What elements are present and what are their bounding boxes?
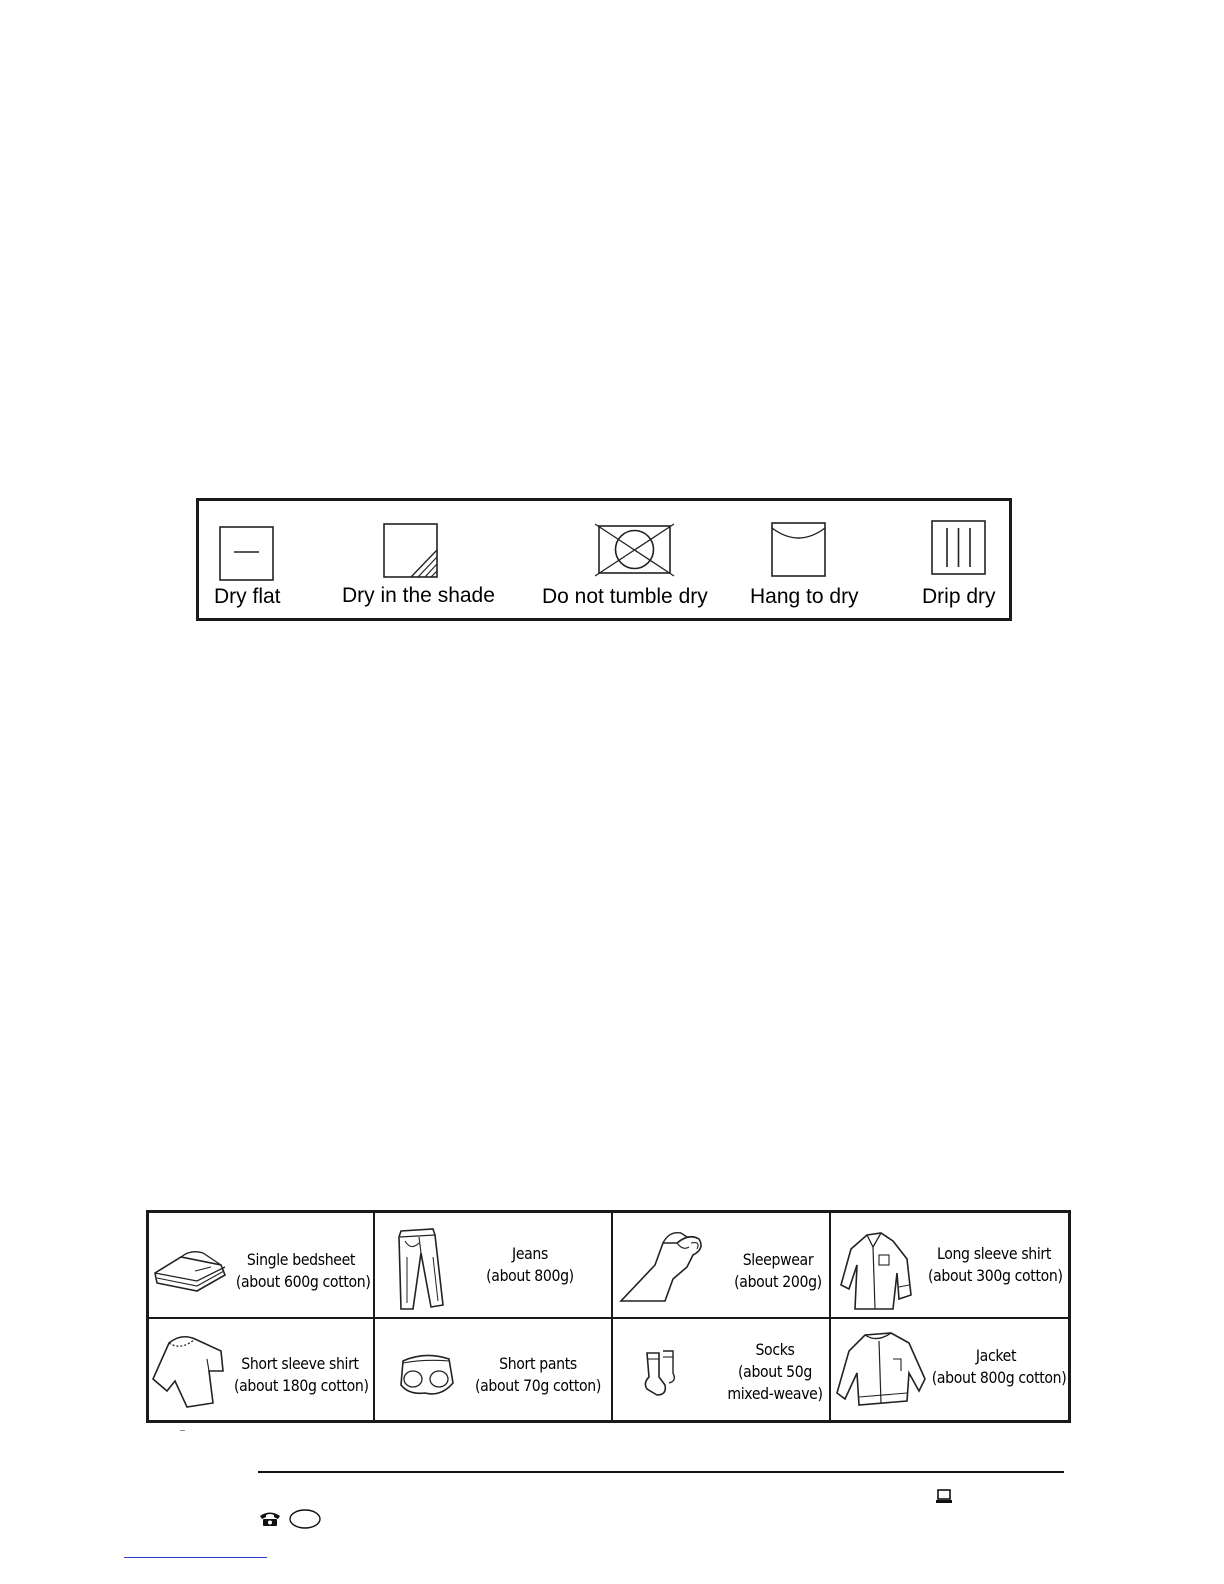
garment-name: Jeans [512,1244,548,1263]
garment-label [713,1339,836,1405]
garment-cell-socks [613,1319,829,1423]
garment-weight: (about 800g cotton) [931,1368,1067,1387]
garment-name: Single bedsheet [246,1250,356,1269]
footer-divider [258,1471,1064,1473]
care-label: Dry flat [214,585,281,608]
garment-weight: (about 800g) [486,1266,574,1285]
garment-label [234,1353,369,1397]
garment-weight-table [146,1210,1071,1423]
garment-cell-short-sleeve-shirt [149,1319,373,1423]
garment-name: Sleepwear [742,1250,814,1269]
garment-weight: (about 180g cotton) [234,1376,369,1395]
garment-cell-sleepwear [613,1213,829,1317]
garment-label [464,1243,596,1287]
garment-name: Short pants [499,1354,577,1373]
sleepwear-icon [617,1229,711,1307]
garment-cell-jeans [375,1213,611,1317]
socks-icon [641,1349,681,1399]
garment-weight: (about 200g) [734,1272,822,1291]
do-not-tumble-dry-icon [595,522,675,578]
garment-label [931,1345,1067,1389]
care-symbols-legend [196,498,1012,621]
garment-name: Socks [755,1340,795,1359]
garment-cell-bedsheet [149,1213,373,1317]
hang-to-dry-icon [771,522,827,578]
short-pants-icon [397,1349,455,1399]
bedsheet-icon [151,1243,227,1293]
garment-name: Short sleeve shirt [241,1354,359,1373]
care-label: Dry in the shade [342,584,495,607]
jacket-icon [835,1329,929,1409]
care-label: Hang to dry [750,585,859,608]
drip-dry-icon [931,520,987,576]
jeans-icon [393,1227,453,1311]
garment-cell-short-pants [375,1319,611,1423]
garment-cell-long-sleeve-shirt [831,1213,1071,1317]
care-label: Drip dry [922,585,996,608]
garment-weight: (about 70g cotton) [474,1376,602,1395]
garment-label [721,1249,835,1293]
oval-icon [288,1508,322,1530]
phone-icon [258,1510,282,1528]
garment-weight: (about 50g [738,1362,812,1381]
garment-weight: (about 300g cotton) [928,1266,1063,1285]
garment-name: Jacket [975,1346,1017,1365]
garment-label [235,1249,371,1293]
short-sleeve-shirt-icon [151,1329,227,1413]
laptop-icon [935,1489,953,1505]
garment-weight: (about 600g cotton) [235,1272,371,1291]
garment-cell-jacket [831,1319,1071,1423]
garment-weight-extra: mixed-weave) [727,1384,823,1403]
garment-label [472,1353,604,1397]
care-label: Do not tumble dry [542,585,708,608]
long-sleeve-shirt-icon [837,1229,915,1311]
dry-in-shade-icon [383,523,439,579]
garment-label [928,1243,1063,1287]
scan-mark [180,1430,185,1431]
link-underline[interactable] [124,1557,267,1558]
dry-flat-icon [219,526,275,582]
garment-name: Long sleeve shirt [936,1244,1052,1263]
